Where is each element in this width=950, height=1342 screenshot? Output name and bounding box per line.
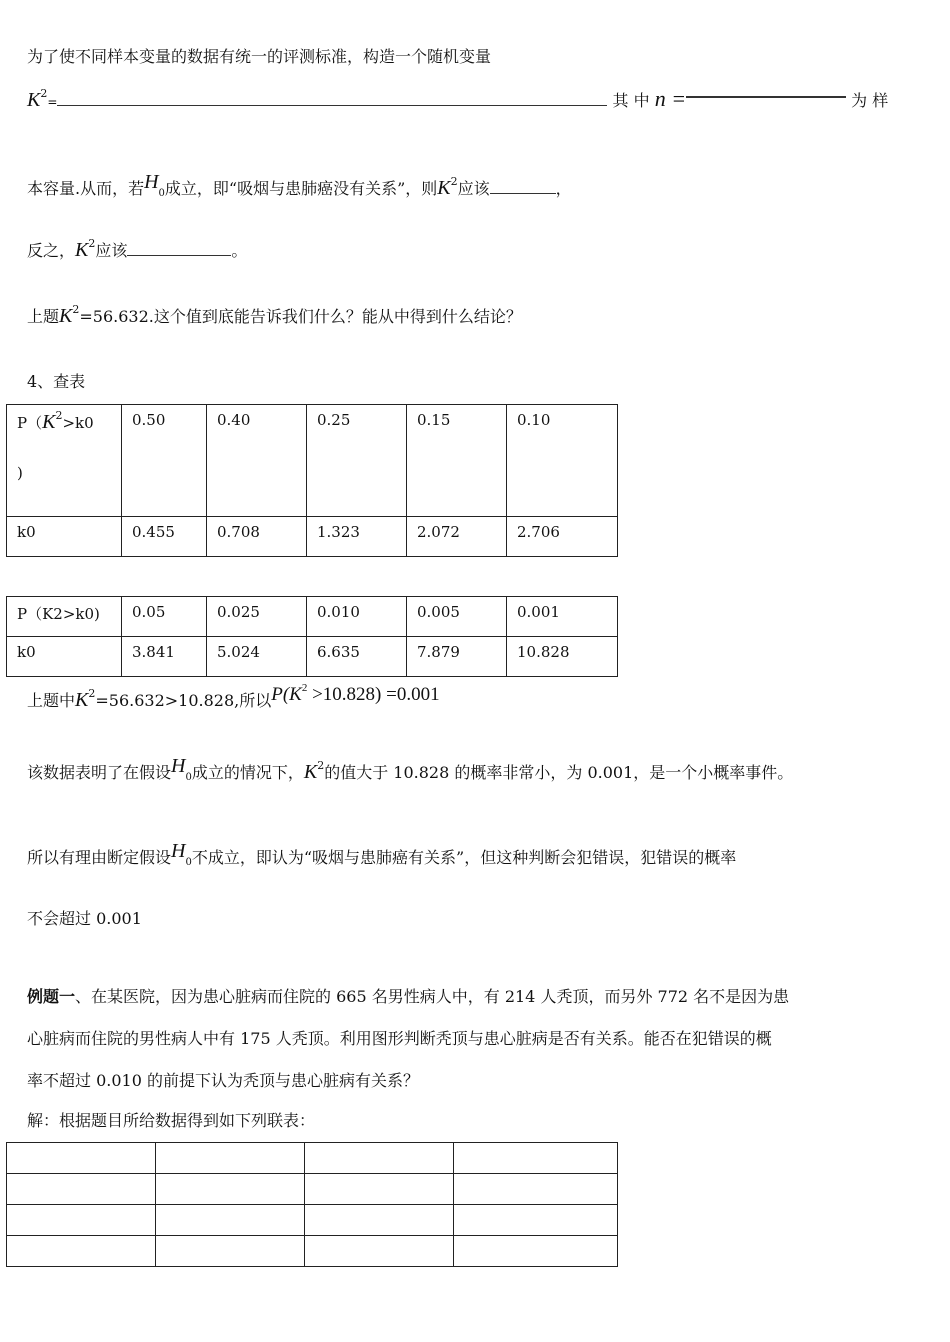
example-line-1: 例题一、在某医院，因为患心脏病而住院的 665 名男性病人中，有 214 人秃顶，而另外 772 名不是因为患: [27, 987, 790, 1006]
example-line-4: 解：根据题目所给数据得到如下列联表：: [27, 1111, 316, 1130]
table-cell: 0.455: [122, 517, 207, 557]
n-blank[interactable]: [686, 96, 846, 98]
table-cell: 0.005: [407, 597, 507, 637]
table-cell: 2.706: [507, 517, 618, 557]
table-cell[interactable]: [156, 1143, 305, 1174]
table-cell: k0: [7, 637, 122, 677]
table-cell[interactable]: [7, 1143, 156, 1174]
table-cell: 2.072: [407, 517, 507, 557]
table-cell: 0.05: [122, 597, 207, 637]
table-cell: 0.025: [207, 597, 307, 637]
table-row: [7, 405, 618, 517]
table-cell[interactable]: [454, 1143, 618, 1174]
table-cell: 0.001: [507, 597, 618, 637]
k-symbol: K: [27, 89, 41, 111]
section-4-heading: 4、查表: [27, 372, 86, 391]
table-cell: 0.40: [207, 405, 307, 517]
table-cell: 7.879: [407, 637, 507, 677]
table-row: [7, 517, 618, 557]
table-cell: 1.323: [307, 517, 407, 557]
table-cell[interactable]: [7, 1205, 156, 1236]
table-cell[interactable]: [305, 1174, 454, 1205]
blank-should-1[interactable]: [490, 193, 556, 194]
after-line-4: 不会超过 0.001: [27, 909, 142, 928]
contingency-table: [6, 1142, 618, 1267]
example-title: 例题一: [27, 987, 76, 1006]
table-cell[interactable]: [454, 1205, 618, 1236]
intro-line-2: $K^2=$ 其 中 n = 为 样: [27, 86, 889, 111]
table-cell: 0.15: [407, 405, 507, 517]
table-cell: 0.708: [207, 517, 307, 557]
table-cell[interactable]: [156, 1236, 305, 1267]
table1-header-label: $P(K^2>k0$ ): [7, 405, 122, 517]
table-cell[interactable]: [7, 1174, 156, 1205]
table-row: [7, 1174, 618, 1205]
table-cell: 0.50: [122, 405, 207, 517]
table-cell: 0.010: [307, 597, 407, 637]
table-cell[interactable]: [454, 1174, 618, 1205]
table-cell[interactable]: [156, 1174, 305, 1205]
k2-formula-blank[interactable]: [57, 105, 607, 106]
table-cell: 10.828: [507, 637, 618, 677]
table-row: [7, 597, 618, 637]
table-cell[interactable]: [454, 1236, 618, 1267]
table-cell: P（K2>k0): [7, 597, 122, 637]
after-line-2: 该数据表明了在假设H0成立的情况下，$K^2$的值大于 10.828 的概率非常小，为 0.001，是一个小概率事件。: [27, 755, 794, 783]
table-row: [7, 1205, 618, 1236]
lookup-table-1: [6, 404, 618, 557]
table-cell[interactable]: [305, 1205, 454, 1236]
example-line-3: 率不超过 0.010 的前提下认为秃顶与患心脏病有关系？: [27, 1071, 419, 1090]
table-row: [7, 1143, 618, 1174]
lookup-table-2: [6, 596, 618, 677]
table-cell: 6.635: [307, 637, 407, 677]
table-cell: 0.10: [507, 405, 618, 517]
table-cell: 5.024: [207, 637, 307, 677]
intro-line-5: 上题$K^2=56.632$.这个值到底能告诉我们什么？能从中得到什么结论？: [27, 303, 522, 327]
example-line-2: 心脏病而住院的男性病人中有 175 人秃顶。利用图形判断秃顶与患心脏病是否有关系。能否在犯错误的概: [27, 1029, 772, 1048]
blank-should-2[interactable]: [127, 255, 231, 256]
table-cell[interactable]: [305, 1236, 454, 1267]
intro-line-1: 为了使不同样本变量的数据有统一的评测标准，构造一个随机变量: [27, 47, 492, 66]
table-row: [7, 1236, 618, 1267]
probability-formula: $P(K^2 >10.828) =0.001$: [271, 682, 440, 705]
table-row: [7, 637, 618, 677]
intro-line-4: 反之，$K^2$应该 。: [27, 237, 248, 261]
after-line-3: 所以有理由断定假设H0不成立，即认为“吸烟与患肺癌有关系”，但这种判断会犯错误，犯错误的概率: [27, 840, 737, 868]
after-line-1: 上题中$K^2=56.632>10.828$,所以$P(K^2 >10.828) =0.001$: [27, 682, 440, 711]
table-cell[interactable]: [156, 1205, 305, 1236]
table-cell: k0: [7, 517, 122, 557]
table-cell[interactable]: [7, 1236, 156, 1267]
table-cell: 0.25: [307, 405, 407, 517]
table-cell: 3.841: [122, 637, 207, 677]
intro-line-3: 本容量.从而，若H0成立，即“吸烟与患肺癌没有关系”，则$K^2$应该 ，: [27, 171, 572, 199]
table-cell[interactable]: [305, 1143, 454, 1174]
